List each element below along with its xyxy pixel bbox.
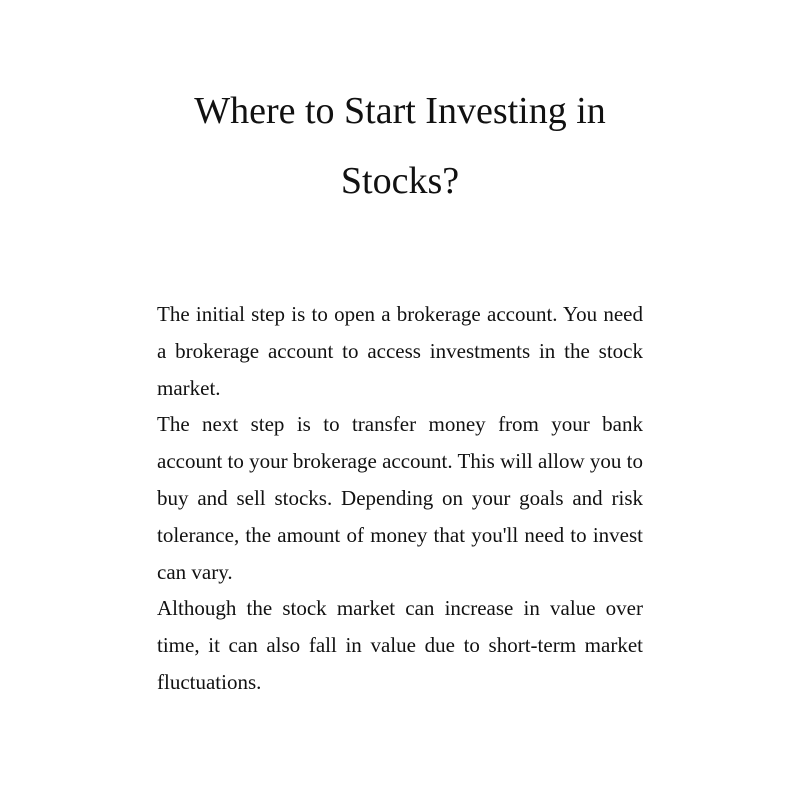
paragraph-open-account: The initial step is to open a brokerage account. You need a brokerage account to access investments in the stock market. bbox=[157, 302, 643, 400]
paragraph-market-risk: Although the stock market can increase in value over time, it can also fall in value due to short-term market fluctuations. bbox=[157, 596, 643, 694]
page-title: Where to Start Investing in Stocks? bbox=[194, 90, 606, 202]
paragraph-transfer-money: The next step is to transfer money from your bank account to your brokerage account. This will allow you to buy and sell stocks. Depending on your goals and risk tolerance, the amount of money that you'll need to invest can vary. bbox=[157, 412, 643, 584]
body-text bbox=[157, 296, 643, 701]
